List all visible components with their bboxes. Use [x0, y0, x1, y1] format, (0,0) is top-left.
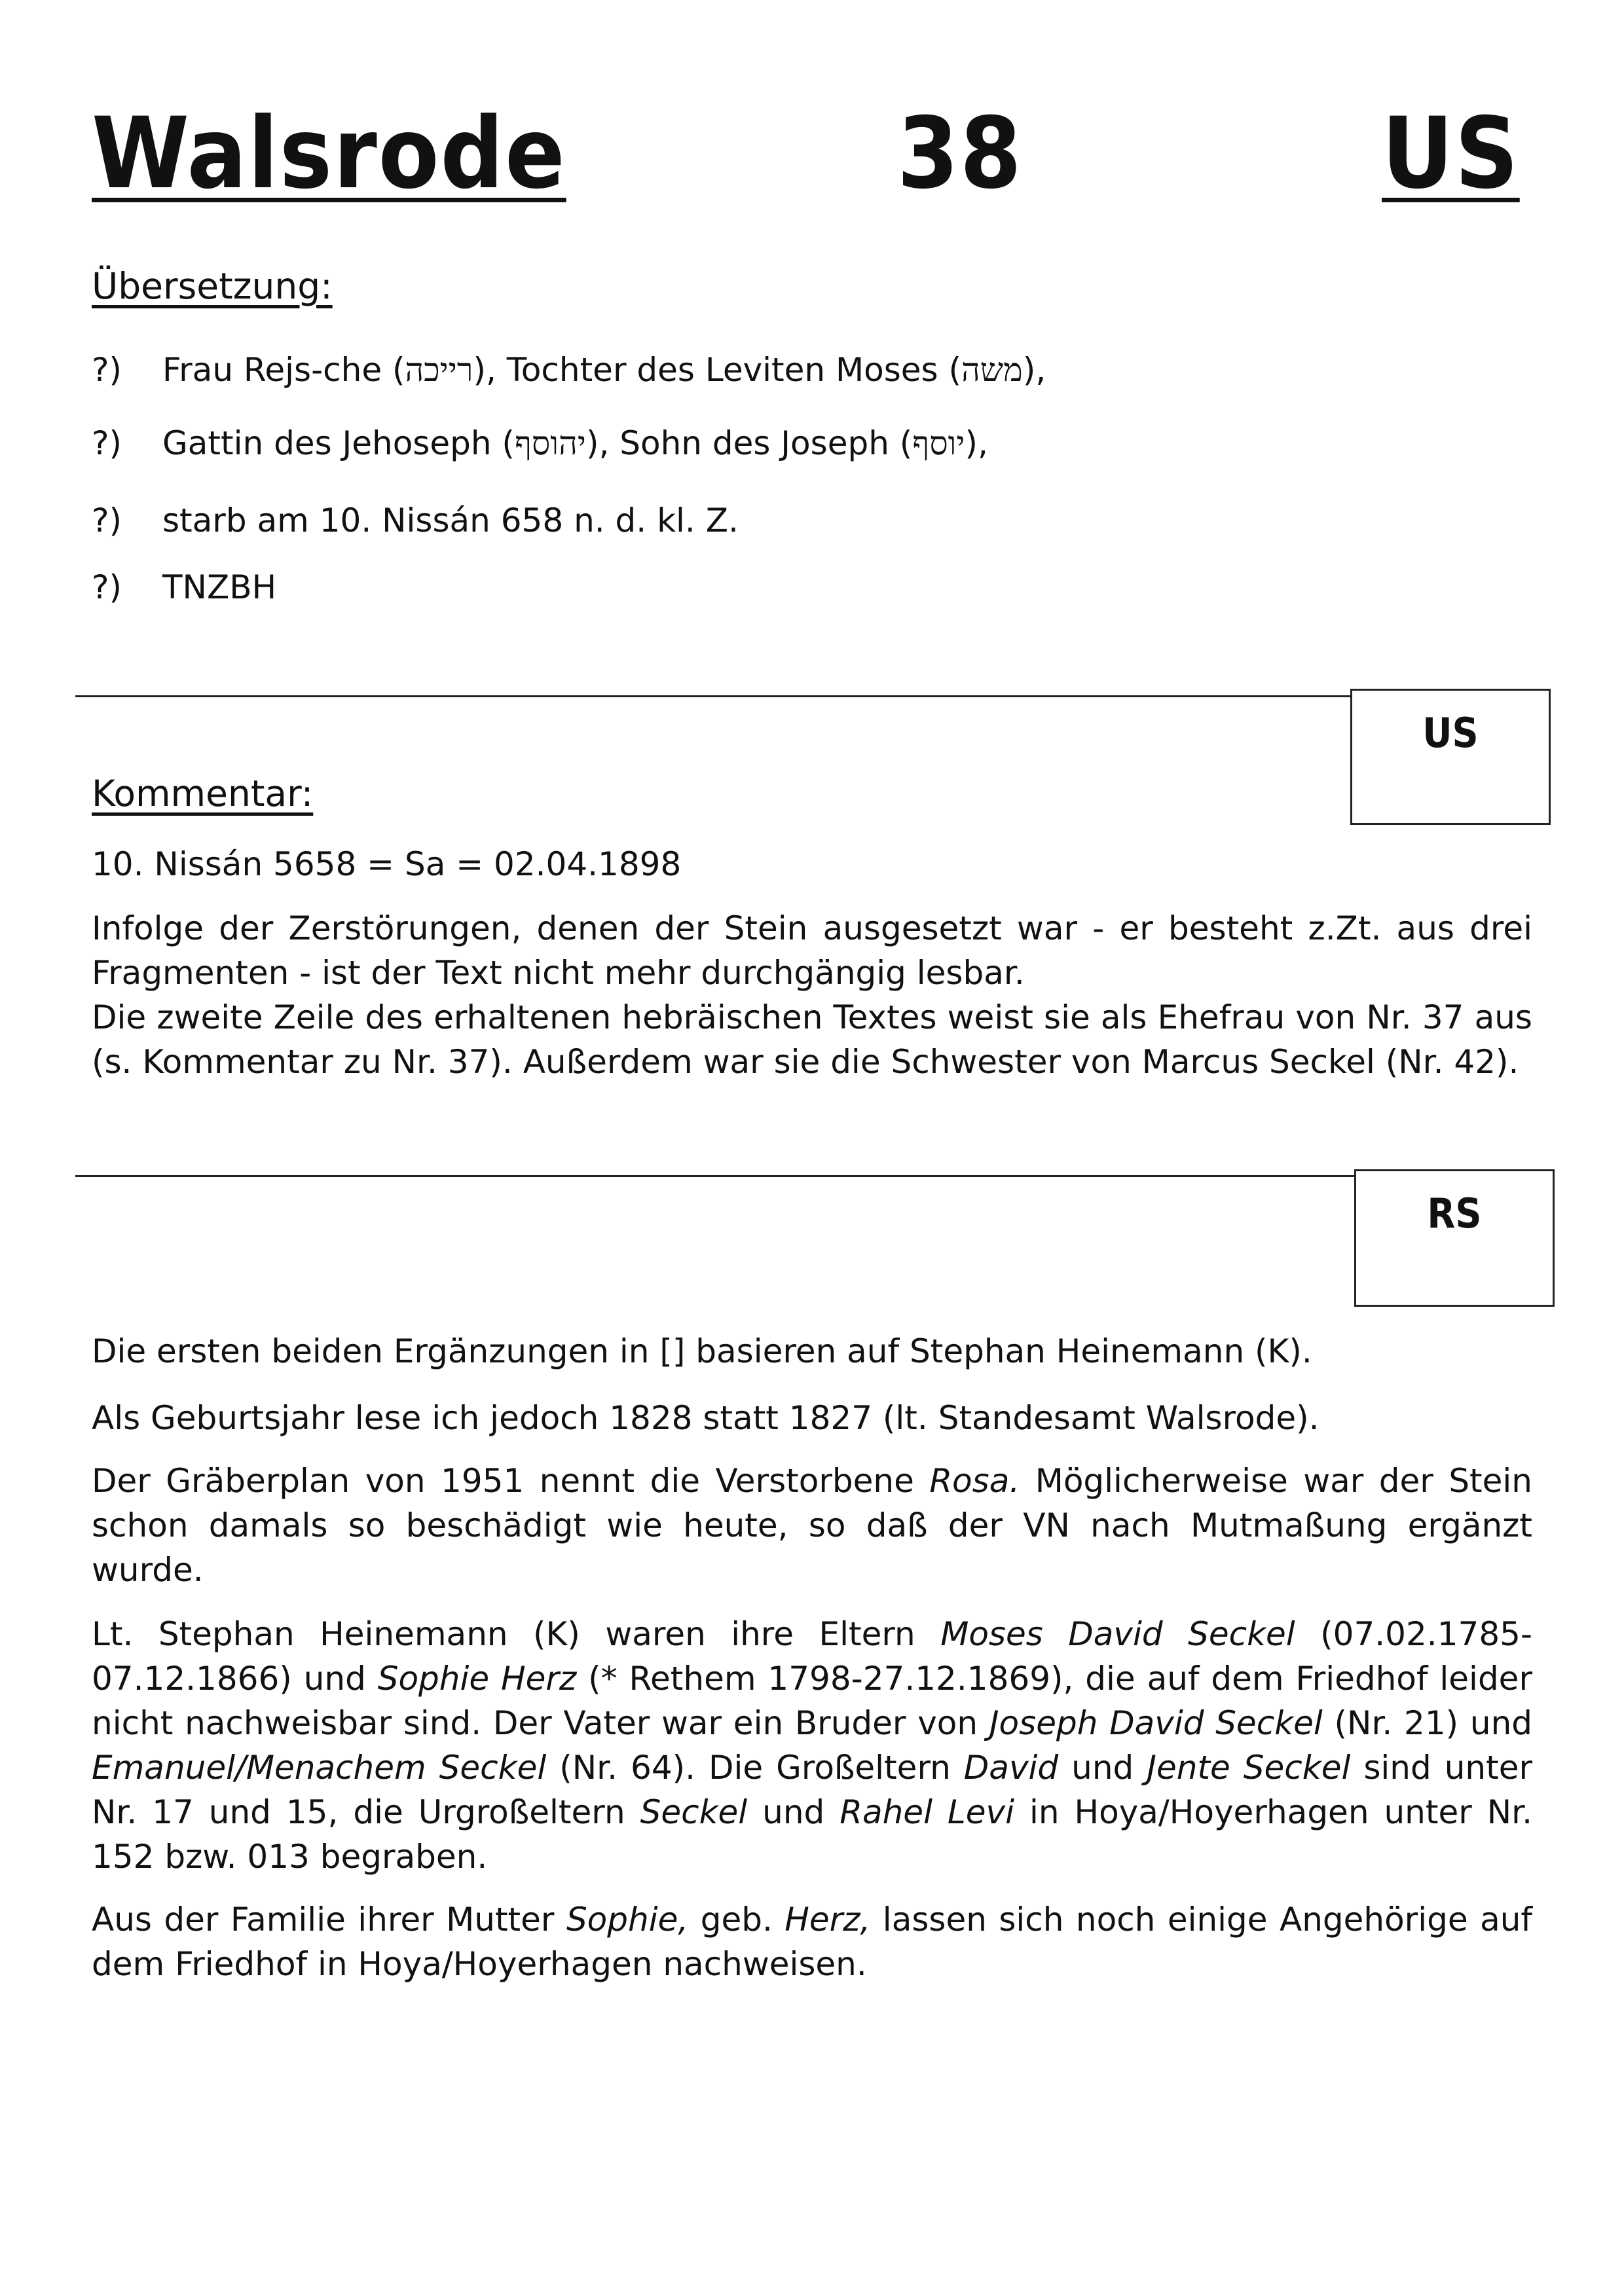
name-italic: Sophie Herz — [377, 1660, 577, 1698]
translation-line-1: ?) Frau Rejs-che (רייכה), Tochter des Leviten Moses (משה), — [92, 351, 1046, 389]
name-italic: Sophie, — [566, 1901, 689, 1939]
translation-line-4: ?) TNZBH — [92, 568, 277, 606]
rs-paragraph: Die ersten beiden Ergänzungen in [] basieren auf Stephan Heinemann (K). — [92, 1332, 1312, 1370]
section-code: US — [1382, 97, 1520, 211]
hebrew-name: משה — [961, 351, 1023, 389]
name-italic: Moses David Seckel — [940, 1615, 1295, 1653]
comment-paragraph: Die zweite Zeile des erhaltenen hebräischen Textes weist sie als Ehefrau von Nr. 37 aus (s. Kommentar zu Nr. 37). Außerdem war sie die Schwester von Marcus Seckel (Nr. 42). — [92, 998, 1532, 1081]
hebrew-name: יהוסף — [514, 424, 586, 462]
name-italic: Joseph David Seckel — [989, 1704, 1323, 1742]
page-title: Walsrode — [92, 97, 566, 211]
hebrew-name: רייכה — [405, 351, 473, 389]
name-italic: Jente Seckel — [1147, 1749, 1351, 1787]
name-italic: Seckel — [640, 1793, 748, 1831]
name-italic: Rahel Levi — [840, 1793, 1015, 1831]
rs-box — [1354, 1169, 1555, 1307]
name-italic: Emanuel/Menachem Seckel — [92, 1749, 547, 1787]
box-label: RS — [1427, 1190, 1482, 1237]
comment-paragraph: Infolge der Zerstörungen, denen der Stein ausgesetzt war - er besteht z.Zt. aus drei Fragmenten - ist der Text nicht mehr durchgängig lesbar. — [92, 909, 1532, 992]
translation-line-2: ?) Gattin des Jehoseph (יהוסף), Sohn des Joseph (יוסף), — [92, 424, 988, 462]
us-box — [1350, 689, 1551, 825]
rs-paragraph: Als Geburtsjahr lese ich jedoch 1828 statt 1827 (lt. Standesamt Walsrode). — [92, 1399, 1320, 1437]
name-italic: Herz, — [784, 1901, 871, 1939]
name-italic: David — [963, 1749, 1059, 1787]
rs-paragraph: Der Gräberplan von 1951 nennt die Verstorbene Rosa. Möglicherweise war der Stein schon damals so beschädigt wie heute, so daß der VN nach Mutmaßung ergänzt wurde. — [92, 1462, 1532, 1589]
section-divider — [75, 695, 1352, 697]
hebrew-name: יוסף — [912, 424, 965, 462]
comment-heading: Kommentar: — [92, 773, 314, 814]
rs-paragraph: Lt. Stephan Heinemann (K) waren ihre Eltern Moses David Seckel (07.02.1785-07.12.1866) und Sophie Herz (* Rethem 1798-27.12.1869), die auf dem Friedhof leider nicht nachweisbar sind. Der Vater war ein Bruder von Joseph David Seckel (Nr. 21) und Emanuel/Menachem Seckel (Nr. 64). Die Großeltern David und Jente Seckel sind unter Nr. 17 und 15, die Urgroßeltern Seckel und Rahel Levi in Hoya/Hoyerhagen unter Nr. 152 bzw. 013 begraben. — [92, 1615, 1533, 1876]
translation-heading: Übersetzung: — [92, 265, 333, 307]
translation-line-3: ?) starb am 10. Nissán 658 n. d. kl. Z. — [92, 501, 739, 539]
section-divider — [75, 1175, 1356, 1177]
rs-paragraph: Aus der Familie ihrer Mutter Sophie, geb. Herz, lassen sich noch einige Angehörige auf dem Friedhof in Hoya/Hoyerhagen nachweisen. — [92, 1901, 1533, 1983]
box-label: US — [1422, 709, 1479, 757]
name-italic: Rosa. — [929, 1462, 1020, 1500]
document-number: 38 — [897, 97, 1023, 211]
comment-date: 10. Nissán 5658 = Sa = 02.04.1898 — [92, 845, 682, 883]
